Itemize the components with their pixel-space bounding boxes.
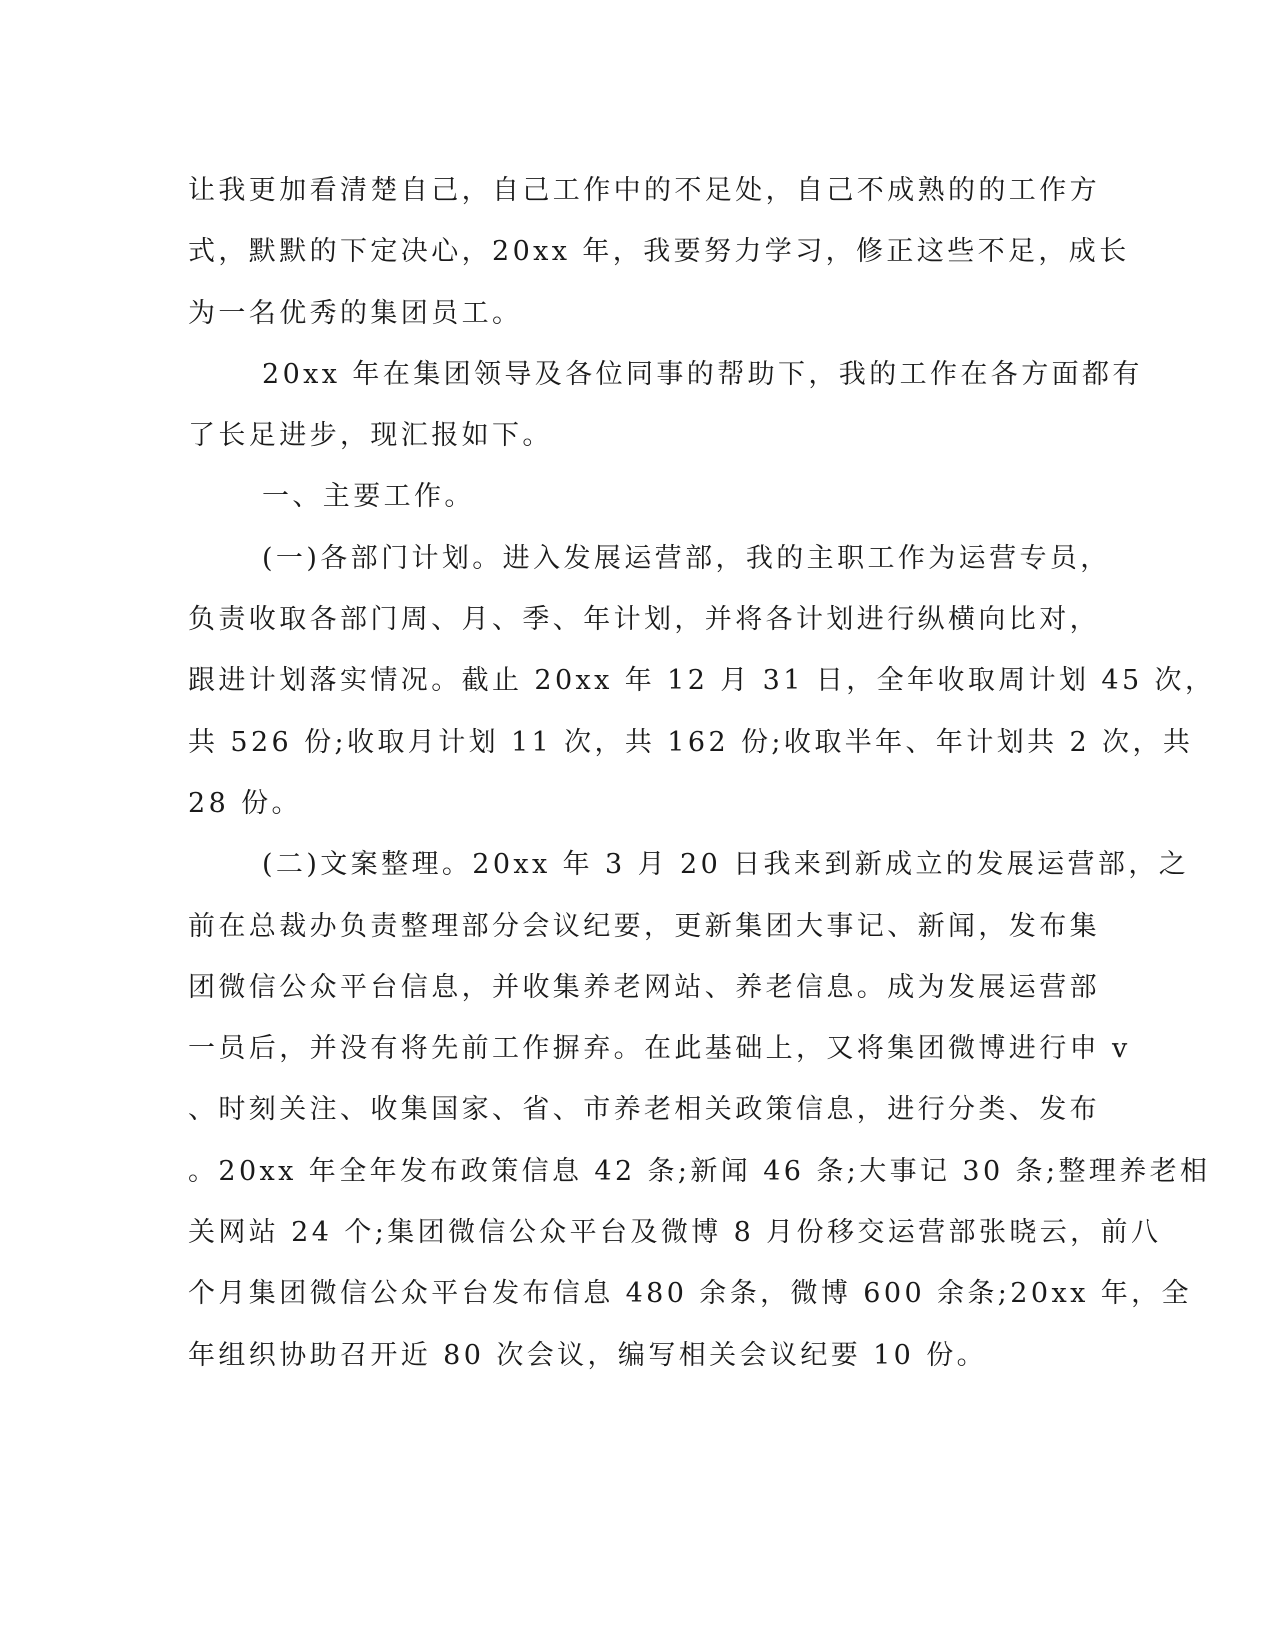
text-line: 关网站 24 个;集团微信公众平台及微博 8 月份移交运营部张晓云，前八 [188,1217,1162,1249]
text-line: (二)文案整理。20xx 年 3 月 20 日我来到新成立的发展运营部，之 [262,849,1190,881]
document-body [188,160,1216,1386]
text-line: 式，默默的下定决心，20xx 年，我要努力学习，修正这些不足，成长 [188,236,1130,268]
text-line: 让我更加看清楚自己，自己工作中的不足处，自己不成熟的的工作方 [188,175,1100,206]
section-heading [188,466,1078,527]
text-line: 为一名优秀的集团员工。 [188,297,523,329]
text-line: 年组织协助召开近 80 次会议，编写相关会议纪要 10 份。 [188,1339,988,1371]
paragraph [188,160,1130,344]
text-line: 、时刻关注、收集国家、省、市养老相关政策信息，进行分类、发布 [188,1094,1100,1126]
text-line: 一员后，并没有将先前工作摒弃。在此基础上，又将集团微博进行申 v [188,1033,1131,1065]
text-line: 跟进计划落实情况。截止 20xx 年 12 月 31 日，全年收取周计划 45 次， [188,665,1216,697]
text-line: 28 份。 [188,787,302,819]
text-line: 前在总裁办负责整理部分会议纪要，更新集团大事记、新闻，发布集 [188,910,1100,942]
text-line: 负责收取各部门周、月、季、年计划，并将各计划进行纵横向比对， [188,604,1100,636]
paragraph [188,834,1211,1386]
text-line: 个月集团微信公众平台发布信息 480 余条，微博 600 余条;20xx 年，全 [188,1278,1192,1310]
heading-line: 一、主要工作。 [262,481,475,513]
text-line: 了长足进步，现汇报如下。 [188,420,553,452]
text-line: (一)各部门计划。进入发展运营部，我的主职工作为运营专员， [262,542,1111,574]
text-line: 团微信公众平台信息，并收集养老网站、养老信息。成为发展运营部 [188,971,1100,1003]
text-line: 20xx 年在集团领导及各位同事的帮助下，我的工作在各方面都有 [262,358,1143,390]
text-line: 共 526 份;收取月计划 11 次，共 162 份;收取半年、年计划共 2 次，共 [188,726,1194,758]
text-line: 。20xx 年全年发布政策信息 42 条;新闻 46 条;大事记 30 条;整理养老相 [188,1155,1211,1187]
paragraph [188,528,1216,834]
paragraph [188,344,1143,467]
